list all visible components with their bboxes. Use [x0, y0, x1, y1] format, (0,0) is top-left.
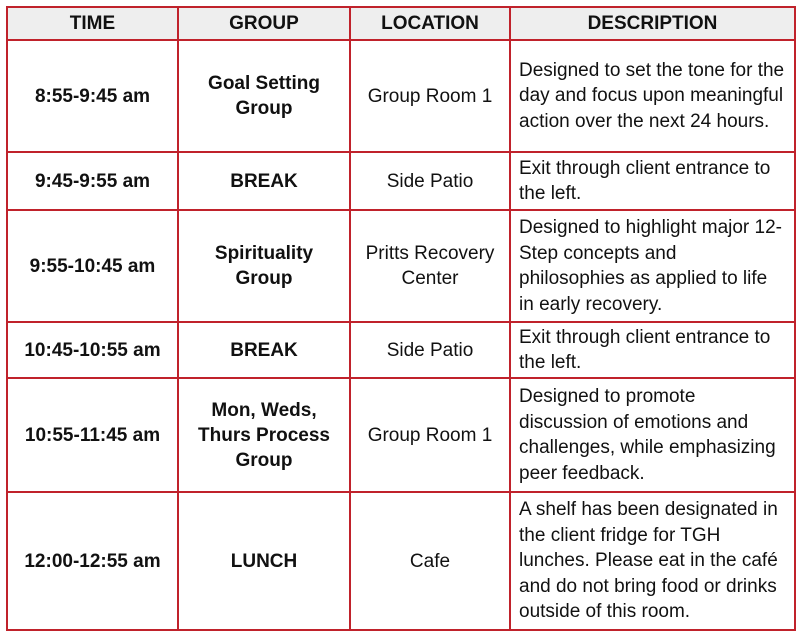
time-cell: 9:55-10:45 am [7, 210, 178, 322]
time-cell: 8:55-9:45 am [7, 40, 178, 152]
time-cell: 10:45-10:55 am [7, 322, 178, 378]
table-row [7, 210, 795, 322]
description-cell: A shelf has been designated in the client fridge for TGH lunches. Please eat in the café and do not bring food or drinks outside of this room. [510, 492, 795, 630]
header-row [7, 7, 795, 40]
table-row [7, 322, 795, 378]
group-cell: Spirituality Group [178, 210, 350, 322]
location-cell: Pritts Recovery Center [350, 210, 510, 322]
location-cell: Group Room 1 [350, 40, 510, 152]
location-cell: Side Patio [350, 152, 510, 210]
table-row [7, 492, 795, 630]
schedule-container [6, 6, 794, 631]
time-cell: 9:45-9:55 am [7, 152, 178, 210]
group-cell: Mon, Weds, Thurs Process Group [178, 378, 350, 492]
header-time: TIME [7, 7, 178, 40]
description-cell: Designed to highlight major 12-Step concepts and philosophies as applied to life in early recovery. [510, 210, 795, 322]
group-cell: LUNCH [178, 492, 350, 630]
location-cell: Group Room 1 [350, 378, 510, 492]
header-location: LOCATION [350, 7, 510, 40]
header-description: DESCRIPTION [510, 7, 795, 40]
group-cell: Goal Setting Group [178, 40, 350, 152]
group-cell: BREAK [178, 322, 350, 378]
time-cell: 12:00-12:55 am [7, 492, 178, 630]
table-row [7, 40, 795, 152]
description-cell: Designed to set the tone for the day and focus upon meaningful action over the next 24 hours. [510, 40, 795, 152]
description-cell: Exit through client entrance to the left. [510, 152, 795, 210]
table-row [7, 152, 795, 210]
description-cell: Designed to promote discussion of emotions and challenges, while emphasizing peer feedback. [510, 378, 795, 492]
table-row [7, 378, 795, 492]
group-cell: BREAK [178, 152, 350, 210]
location-cell: Side Patio [350, 322, 510, 378]
description-cell: Exit through client entrance to the left. [510, 322, 795, 378]
schedule-table [6, 6, 796, 631]
header-group: GROUP [178, 7, 350, 40]
location-cell: Cafe [350, 492, 510, 630]
time-cell: 10:55-11:45 am [7, 378, 178, 492]
